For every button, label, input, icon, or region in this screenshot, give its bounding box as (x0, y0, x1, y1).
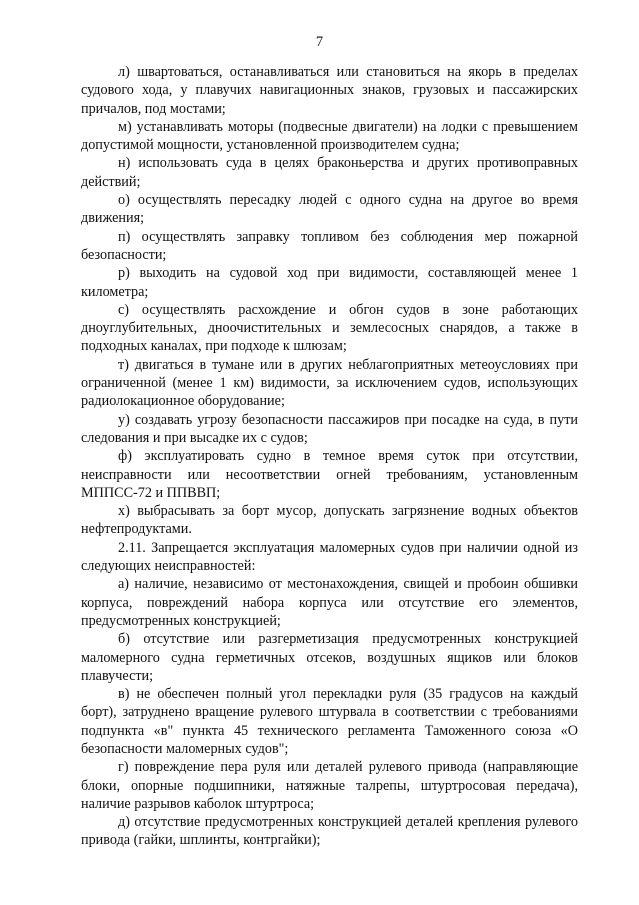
paragraph-s: с) осуществлять расхождение и обгон судов в зоне работающих дноуглубительных, дноочистительных и землесосных снарядов, а также в подходных каналах, при подходе к шлюзам; (81, 301, 578, 355)
paragraph-l: л) швартоваться, останавливаться или становиться на якорь в пределах судового хода, у плавучих навигационных знаков, грузовых и пассажирских причалов, под мостами; (81, 64, 578, 117)
paragraph-g: г) повреждение пера руля или деталей рулевого привода (направляющие блоки, опорные подшипники, натяжные талрепы, штуртросовая передача), наличие разрывов каболок штуртроса; (81, 759, 578, 812)
page-number: 7 (315, 34, 324, 50)
section-2-11: 2.11. Запрещается эксплуатация маломерных судов при наличии одной из следующих неисправностей: (81, 539, 578, 575)
paragraph-kh: х) выбрасывать за борт мусор, допускать загрязнение водных объектов нефтепродуктами. (81, 503, 578, 538)
paragraph-m: м) устанавливать моторы (подвесные двигатели) на лодки с превышением допустимой мощности, установленной производителем судна; (81, 118, 578, 154)
paragraph-a: а) наличие, независимо от местонахождения, свищей и пробоин обшивки корпуса, повреждений набора корпуса или отсутствие его элементов, предусмотренных конструкцией; (81, 576, 578, 629)
paragraph-r: р) выходить на судовой ход при видимости, составляющей менее 1 километра; (81, 265, 578, 300)
paragraph-u: у) создавать угрозу безопасности пассажиров при посадке на суда, в пути следования и при высадке их с судов; (81, 411, 578, 446)
paragraph-n: н) использовать суда в целях браконьерства и других противоправных действий; (81, 155, 578, 190)
paragraph-f: ф) эксплуатировать судно в темное время суток при отсутствии, неисправности или несоответствии огней требованиям, установленным МППСС-72 и ППВВП; (81, 448, 578, 501)
paragraph-d: д) отсутствие предусмотренных конструкцией деталей крепления рулевого привода (гайки, шплинты, контргайки); (81, 814, 578, 849)
document-body (81, 63, 578, 850)
paragraph-t: т) двигаться в тумане или в других неблагоприятных метеоусловиях при ограниченной (менее 1 км) видимости, за исключением судов, использующих радиолокационное оборудование; (81, 356, 578, 410)
paragraph-b: б) отсутствие или разгерметизация предусмотренных конструкцией маломерного судна герметичных отсеков, воздушных ящиков или блоков плавучести; (81, 631, 578, 684)
paragraph-p: п) осуществлять заправку топливом без соблюдения мер пожарной безопасности; (81, 228, 578, 263)
paragraph-o: о) осуществлять пересадку людей с одного судна на другое во время движения; (81, 192, 578, 227)
paragraph-v: в) не обеспечен полный угол перекладки руля (35 градусов на каждый борт), затруднено вращение рулевого штурвала в соответствии с требованиями подпункта «в" пункта 45 технического регламента Таможенного союза «О безопасности маломерных судов"; (81, 686, 578, 757)
